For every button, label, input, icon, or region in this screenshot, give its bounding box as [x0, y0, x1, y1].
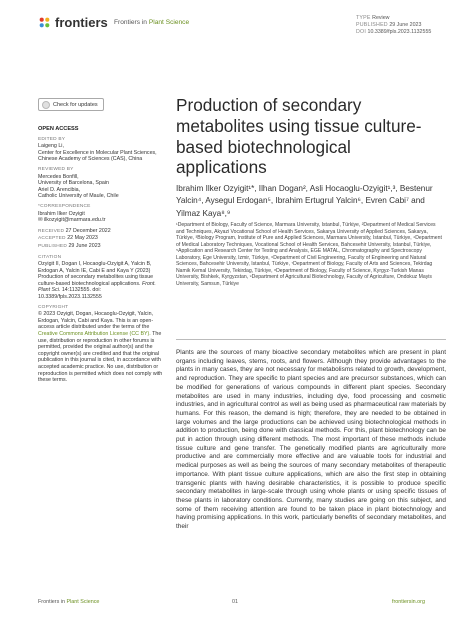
copyright-section: [38, 305, 166, 384]
reviewer-1-affiliation: University of Barcelona, Spain: [38, 180, 109, 187]
accepted-label: ACCEPTED: [38, 236, 66, 242]
reviewer-2-affiliation: Catholic University of Maule, Chile: [38, 193, 119, 200]
journal-prefix: Frontiers in: [114, 19, 147, 26]
reviewer-2-name: Ariel D. Arencibia,: [38, 186, 81, 193]
footer-site-link[interactable]: frontiersin.org: [392, 599, 425, 605]
check-updates-label: Check for updates: [53, 101, 98, 108]
editor-affiliation: Center for Excellence in Molecular Plant Sciences, Chinese Academy of Sciences (CAS), China: [38, 149, 157, 163]
citation-volume: 14:1132555.: [61, 287, 91, 294]
editor-name: Laigeng Li,: [38, 143, 64, 150]
open-access-label: OPEN ACCESS: [38, 126, 79, 132]
check-updates-icon: [42, 101, 50, 109]
corresponding-author: Ibrahim Ilker Ozyigit: [38, 210, 85, 217]
doi-label: DOI: [356, 29, 367, 36]
journal-name: Plant Science: [148, 19, 190, 26]
copyright-text-b: The use, distribution or reproduction in other forums is permitted, provided the original author(s) and the copyright owner(s) are credited and that the original publication in this journal is cited, in accordance with accepted academic practice. No use, distribution or reproduction is permitted which does not comply with these terms.: [38, 331, 163, 384]
citation-journal: Front. Plant Sci.: [38, 280, 156, 294]
footer-prefix: Frontiers in: [38, 599, 65, 605]
copyright-label: COPYRIGHT: [38, 304, 69, 310]
published-value: 29 June 2023: [389, 22, 422, 29]
reviewer-1-name: Mercedes Bonfill,: [38, 173, 79, 180]
published-date: 29 June 2023: [68, 242, 101, 249]
article-title: Production of secondary metabolites using tissue culture-based biotechnological applications: [176, 95, 422, 178]
left-sidebar: [38, 126, 166, 388]
abstract-divider: [176, 339, 446, 340]
reviewed-by-section: [38, 167, 166, 200]
page-number: 01: [232, 599, 238, 605]
footer-journal-name: Plant Science: [66, 599, 100, 605]
accepted-date: 22 May 2023: [67, 235, 98, 242]
citation-doi[interactable]: doi: 10.3389/fpls.2023.1132555: [38, 287, 102, 301]
article-meta: [356, 15, 431, 37]
check-updates-button[interactable]: [38, 98, 104, 111]
correspondence-label: *CORRESPONDENCE: [38, 203, 91, 209]
doi-value[interactable]: 10.3389/fpls.2023.1132555: [367, 29, 432, 36]
citation-section: [38, 255, 166, 301]
received-label: RECEIVED: [38, 228, 65, 234]
published-label-left: PUBLISHED: [38, 243, 67, 249]
type-label: TYPE: [356, 15, 371, 21]
type-value: Review: [372, 15, 390, 21]
correspondence-section: [38, 204, 166, 224]
correspondence-email[interactable]: ✉ ilkozyigit@marmara.edu.tr: [38, 217, 106, 224]
publisher-logo: [38, 15, 108, 30]
abstract-text: Plants are the sources of many bioactive secondary metabolites which are present in plant organs including leaves, stems, roots, and flowers. Although they provide advantages to the plants in many cases, they are not necessary for metabolisms related to growth, development, and reproduction. They are specific to plant species and are precursor substances, which can be modified for generations of various compounds in different plant species. Secondary metabolites are used in many industries, including dye, food processing and cosmetic industries, and in agricultural control as well as being used as pharmaceutical raw materials by humans. For this reason, the demand is high; therefore, they are needed to be obtained in large volumes and the large productions can be achieved using biotechnological methods in addition to production, being done with classical methods. For this, plant biotechnology can be put in action through using different methods. The most important of these methods include tissue culture and gene transfer. The genetically modified plants are agriculturally more productive and are commercially more effective and are valuable tools for industrial and medical purposes as well as being the sources of many secondary metabolites of therapeutic importance. With plant tissue culture applications, which are also the first step in obtaining transgenic plants with having desirable characteristics, it is possible to produce specific secondary metabolites in large-scale through using whole plants or using specific tissues of these plants in laboratory conditions. Currently, many studies are going on this subject, and some of them receiving attention are found to be taken place in plant biotechnology and having promising applications. In this work, particularly benefits of secondary metabolites, and their: [176, 349, 446, 531]
dates-section: [38, 228, 166, 251]
frontiers-logo-icon: [38, 16, 51, 29]
affiliations: ¹Department of Biology, Faculty of Science, Marmara University, Istanbul, Türkiye, ²Department of Medical Services and Techniques, Akyazi Vocational School of Health Services, Sakarya University of Applied Sciences, Sakarya, Türkiye, ³Biology Program, Institute of Pure and Applied Sciences, Marmara University, Istanbul, Türkiye, ⁴Department of Medical Laboratory Techniques, Vocational School of Health Services, Bahcesehir University, Istanbul, Türkiye, ⁵Application and Research Center for Testing and Analysis, EGE MATAL, Chromatography and Spectroscopy Laboratory, Ege University, Izmir, Türkiye, ⁶Department of Civil Engineering, Faculty of Engineering and Natural Sciences, Bahcesehir University, Istanbul, Türkiye, ⁷Department of Biology, Faculty of Arts and Sciences, Tekirdag Namik Kemal University, Tekirdag, Türkiye, ⁸Department of Biology, Faculty of Science, Kyrgyz-Turkish Manas University, Bishkek, Kyrgyzstan, ⁹Department of Agricultural Biotechnology, Faculty of Agriculture, Ondokuz Mayis University, Samsun, Türkiye: [176, 222, 442, 287]
journal-header: [114, 19, 189, 26]
edited-by-label: EDITED BY: [38, 136, 66, 142]
reviewed-by-label: REVIEWED BY: [38, 166, 74, 172]
license-link[interactable]: Creative Commons Attribution License (CC BY).: [38, 331, 151, 338]
citation-text: Ozyigit II, Dogan I, Hocaoglu-Ozyigit A, Yalcin B, Erdogan A, Yalcin IE, Cabi E and Kaya Y (2023) Production of secondary metabolites using tissue culture-based biotechnological applications.: [38, 261, 154, 287]
footer-journal: [38, 599, 99, 605]
copyright-text-a: © 2023 Ozyigit, Dogan, Hocaoglu-Ozyigit, Yalcin, Erdogan, Yalcin, Cabi and Kaya. This is an open-access article distributed under the terms of the: [38, 311, 154, 331]
published-label: PUBLISHED: [356, 22, 388, 29]
edited-by-section: [38, 137, 166, 163]
author-list: Ibrahim Ilker Ozyigit¹*, Ilhan Dogan², Asli Hocaoglu-Ozyigit¹,³, Bestenur Yalcin⁴, Aysegul Erdogan⁵, Ibrahim Ertugrul Yalcin⁶, Evren Cabi⁷ and Yilmaz Kaya⁸,⁹: [176, 184, 433, 218]
logo-text: frontiers: [55, 15, 108, 30]
citation-label: CITATION: [38, 254, 62, 260]
received-date: 27 December 2022: [65, 227, 111, 234]
